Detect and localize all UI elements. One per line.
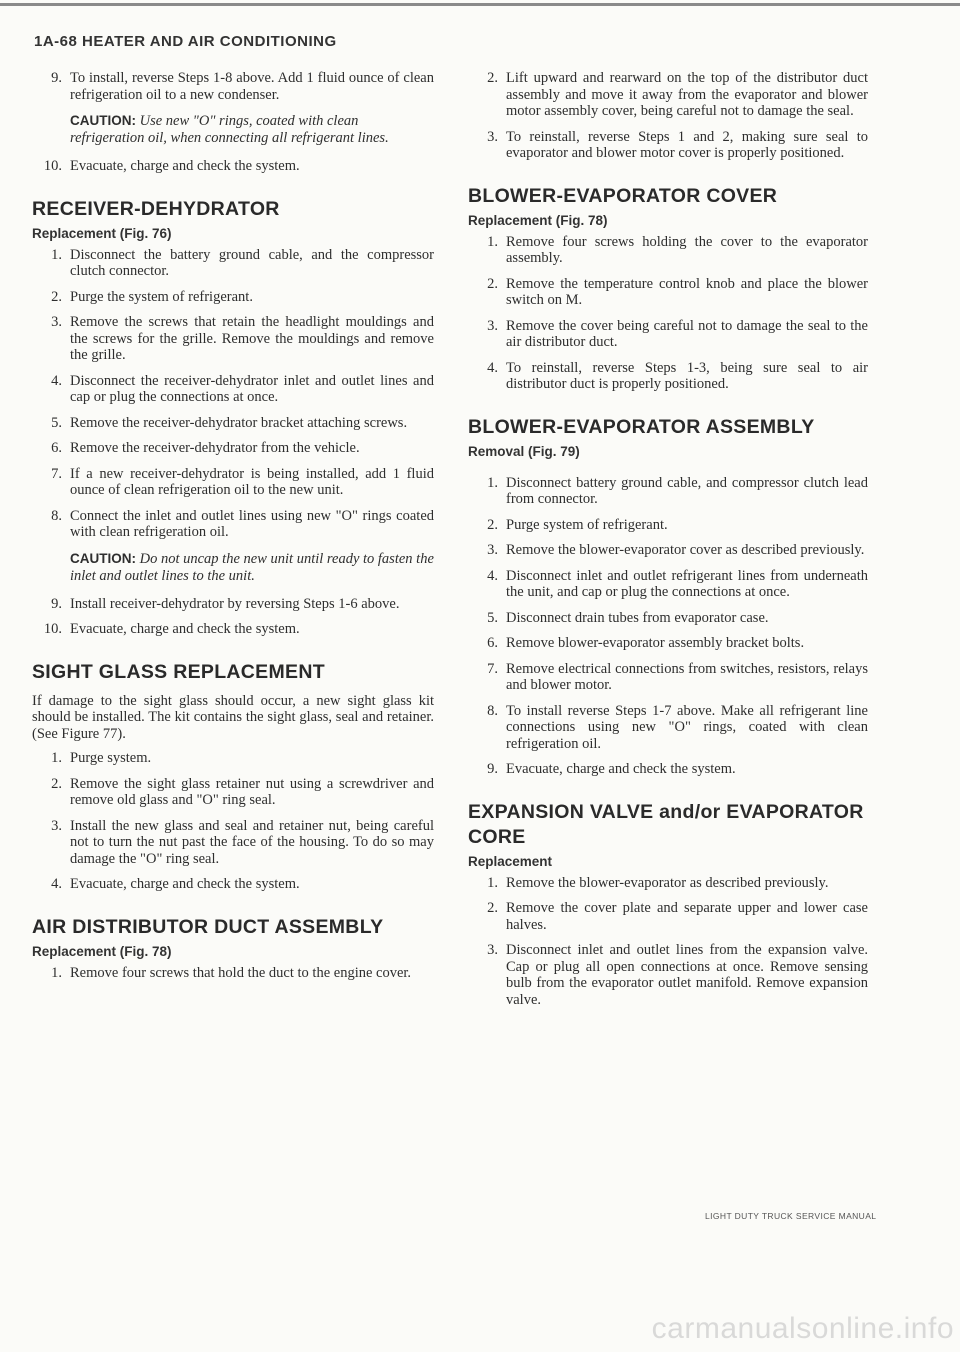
subsection-air-duct: Replacement (Fig. 78) — [32, 943, 172, 959]
step-item — [32, 289, 434, 306]
step-number: 6 . — [32, 440, 62, 457]
step-text: Disconnect drain tubes from evaporator case. — [506, 609, 769, 626]
step-text: Evacuate, charge and check the system. — [506, 761, 736, 777]
step-number: 7 . — [32, 466, 62, 483]
step-number: 2 . — [468, 70, 498, 87]
step-text: Evacuate, charge and check the system. — [70, 158, 300, 174]
left-column — [32, 70, 434, 990]
sight-glass-steps — [32, 750, 434, 893]
step-number: 10 . — [32, 158, 62, 175]
step-item — [32, 818, 434, 868]
intro-steps-after — [32, 158, 434, 175]
step-item — [468, 568, 868, 601]
step-text: Lift upward and rearward on the top of the distributor duct assembly and move it away from the evaporator and blower motor assembly cover, being careful not to damage the seal. — [506, 70, 868, 119]
subsection-receiver: Replacement (Fig. 76) — [32, 225, 172, 241]
step-item — [468, 276, 868, 309]
step-text: Purge system of refrigerant. — [506, 516, 668, 533]
caution-note — [70, 112, 434, 147]
step-number: 2 . — [468, 517, 498, 534]
step-text: Disconnect the battery ground cable, and the compressor clutch connector. — [70, 246, 434, 279]
step-text: Remove electrical connections from switches, resistors, relays and blower motor. — [506, 660, 868, 693]
caution-text: Use new "O" rings, coated with clean refrigeration oil, when connecting all refrigerant lines. — [70, 113, 389, 146]
step-text: To reinstall, reverse Steps 1 and 2, making sure seal to evaporator and blower motor cover is properly positioned. — [506, 128, 868, 161]
step-item — [32, 776, 434, 809]
caution-label: CAUTION: — [70, 550, 136, 566]
step-number: 7 . — [468, 661, 498, 678]
step-item — [32, 158, 434, 175]
top-rule — [0, 3, 960, 6]
right-column — [468, 70, 868, 1017]
step-number: 3 . — [32, 314, 62, 331]
step-item — [468, 875, 868, 892]
step-text: Remove the receiver-dehydrator bracket attaching screws. — [70, 414, 408, 431]
subsection-blower-cover: Replacement (Fig. 78) — [468, 212, 608, 228]
subsection-blower-assembly: Removal (Fig. 79) — [468, 443, 580, 459]
blower-assembly-steps — [468, 475, 868, 778]
step-number: 1 . — [468, 234, 498, 251]
page-header: 1A-68 HEATER AND AIR CONDITIONING — [34, 33, 337, 50]
step-item — [32, 621, 434, 638]
step-item — [468, 635, 868, 652]
step-item — [468, 234, 868, 267]
expansion-valve-steps — [468, 875, 868, 1009]
section-title-air-duct: AIR DISTRIBUTOR DUCT ASSEMBLY — [32, 915, 384, 938]
step-item — [468, 703, 868, 753]
step-item — [32, 596, 434, 613]
sight-glass-paragraph: If damage to the sight glass should occur, a new sight glass kit should be installed. The kit contains the sight glass, seal and retainer. (See Figure 77). — [32, 692, 434, 742]
step-number: 9 . — [32, 596, 62, 613]
step-number: 1 . — [468, 875, 498, 892]
step-number: 3 . — [468, 942, 498, 959]
step-text: Remove blower-evaporator assembly bracket bolts. — [506, 635, 805, 651]
step-text: Disconnect inlet and outlet refrigerant lines from underneath the unit, and cap or plug the connections at once. — [506, 567, 868, 600]
step-number: 9 . — [468, 761, 498, 778]
step-number: 4 . — [32, 876, 62, 893]
step-number: 1 . — [32, 247, 62, 264]
step-text: Remove the temperature control knob and place the blower switch on M. — [506, 275, 868, 308]
step-text: Disconnect the receiver-dehydrator inlet and outlet lines and cap or plug the connections at once. — [70, 372, 434, 405]
step-text: Purge system. — [70, 750, 152, 766]
step-text: Disconnect battery ground cable, and compressor clutch lead from connector. — [506, 474, 868, 507]
step-text: Connect the inlet and outlet lines using new "O" rings coated with clean refrigeration oil. — [70, 507, 434, 540]
step-text: Remove four screws that hold the duct to the engine cover. — [70, 964, 412, 981]
step-text: Remove the cover plate and separate upper and lower case halves. — [506, 900, 868, 933]
step-text: Purge the system of refrigerant. — [70, 288, 253, 305]
step-item — [468, 761, 868, 778]
step-number: 8 . — [468, 703, 498, 720]
step-number: 2 . — [32, 289, 62, 306]
step-item — [32, 70, 434, 103]
caution-text: Do not uncap the new unit until ready to fasten the inlet and outlet lines to the unit. — [70, 550, 434, 584]
step-item — [32, 466, 434, 499]
step-text: Remove the receiver-dehydrator from the vehicle. — [70, 440, 360, 456]
step-item — [468, 517, 868, 534]
step-number: 6 . — [468, 635, 498, 652]
step-item — [468, 475, 868, 508]
step-item — [32, 373, 434, 406]
intro-steps — [32, 70, 434, 103]
air-duct-steps — [32, 965, 434, 982]
air-duct-steps-continued — [468, 70, 868, 162]
step-number: 5 . — [32, 415, 62, 432]
section-title-blower-assembly: BLOWER-EVAPORATOR ASSEMBLY — [468, 415, 815, 438]
step-number: 4 . — [32, 373, 62, 390]
step-item — [32, 440, 434, 457]
section-title-blower-cover: BLOWER-EVAPORATOR COVER — [468, 184, 778, 207]
step-item — [32, 247, 434, 280]
step-text: Remove four screws holding the cover to the evaporator assembly. — [506, 233, 868, 266]
step-number: 2 . — [468, 900, 498, 917]
step-number: 1 . — [468, 475, 498, 492]
step-item — [32, 415, 434, 432]
step-text: Evacuate, charge and check the system. — [70, 621, 300, 637]
step-number: 5 . — [468, 610, 498, 627]
step-item — [468, 360, 868, 393]
step-item — [32, 876, 434, 893]
step-number: 1 . — [32, 750, 62, 767]
step-text: Evacuate, charge and check the system. — [70, 876, 300, 892]
step-number: 1 . — [32, 965, 62, 982]
step-text: Remove the cover being careful not to damage the seal to the air distributor duct. — [506, 317, 868, 350]
step-number: 3 . — [468, 129, 498, 146]
step-item — [468, 610, 868, 627]
step-text: Disconnect inlet and outlet lines from the expansion valve. Cap or plug all open connections at once. Remove sensing bulb from the evaporator outlet manifold. Remove expansion valve. — [506, 942, 868, 1008]
step-item — [32, 965, 434, 982]
receiver-steps-after — [32, 596, 434, 638]
step-item — [468, 129, 868, 162]
step-text: Remove the screws that retain the headlight mouldings and the screws for the grille. Remove the mouldings and remove the grille. — [70, 314, 434, 363]
step-number: 2 . — [32, 776, 62, 793]
step-number: 8 . — [32, 508, 62, 525]
step-text: To reinstall, reverse Steps 1-3, being sure seal to air distributor duct is properly positioned. — [506, 359, 868, 392]
step-number: 3 . — [468, 318, 498, 335]
step-number: 9 . — [32, 70, 62, 87]
step-text: To install reverse Steps 1-7 above. Make all refrigerant line connections using new "O" rings, coated with clean refrigeration oil. — [506, 702, 868, 752]
section-title-expansion-valve: EXPANSION VALVE and/or EVAPORATOR CORE — [468, 800, 864, 848]
step-item — [468, 900, 868, 933]
caution-note — [70, 550, 434, 585]
step-number: 3 . — [468, 542, 498, 559]
step-number: 10 . — [32, 621, 62, 638]
caution-label: CAUTION: — [70, 113, 136, 128]
step-item — [32, 750, 434, 767]
step-text: Remove the blower-evaporator cover as described previously. — [506, 542, 865, 558]
step-text: Remove the blower-evaporator as described previously. — [506, 874, 829, 891]
section-title-receiver: RECEIVER-DEHYDRATOR — [32, 197, 280, 220]
step-text: Install receiver-dehydrator by reversing Steps 1-6 above. — [70, 595, 400, 612]
watermark: carmanualsonline.info — [651, 1312, 954, 1345]
step-text: If a new receiver-dehydrator is being installed, add 1 fluid ounce of clean refrigeration oil to the new unit. — [70, 465, 434, 498]
step-number: 4 . — [468, 568, 498, 585]
step-item — [468, 661, 868, 694]
step-item — [32, 508, 434, 541]
step-text: To install, reverse Steps 1-8 above. Add 1 fluid ounce of clean refrigeration oil to a new condenser. — [70, 70, 434, 103]
subsection-expansion-valve: Replacement — [468, 853, 553, 869]
step-number: 2 . — [468, 276, 498, 293]
step-item — [32, 314, 434, 364]
receiver-steps — [32, 247, 434, 541]
section-title-sight-glass: SIGHT GLASS REPLACEMENT — [32, 660, 325, 683]
step-text: Remove the sight glass retainer nut using a screwdriver and remove old glass and "O" ring seal. — [70, 775, 434, 808]
step-item — [468, 70, 868, 120]
step-text: Install the new glass and seal and retainer nut, being careful not to turn the nut past the face of the housing. To do so may damage the "O" ring seal. — [70, 817, 434, 867]
step-number: 3 . — [32, 818, 62, 835]
blower-cover-steps — [468, 234, 868, 393]
step-number: 4 . — [468, 360, 498, 377]
page-footer: LIGHT DUTY TRUCK SERVICE MANUAL — [705, 1211, 877, 1221]
step-item — [468, 318, 868, 351]
step-item — [468, 542, 868, 559]
step-item — [468, 942, 868, 1008]
